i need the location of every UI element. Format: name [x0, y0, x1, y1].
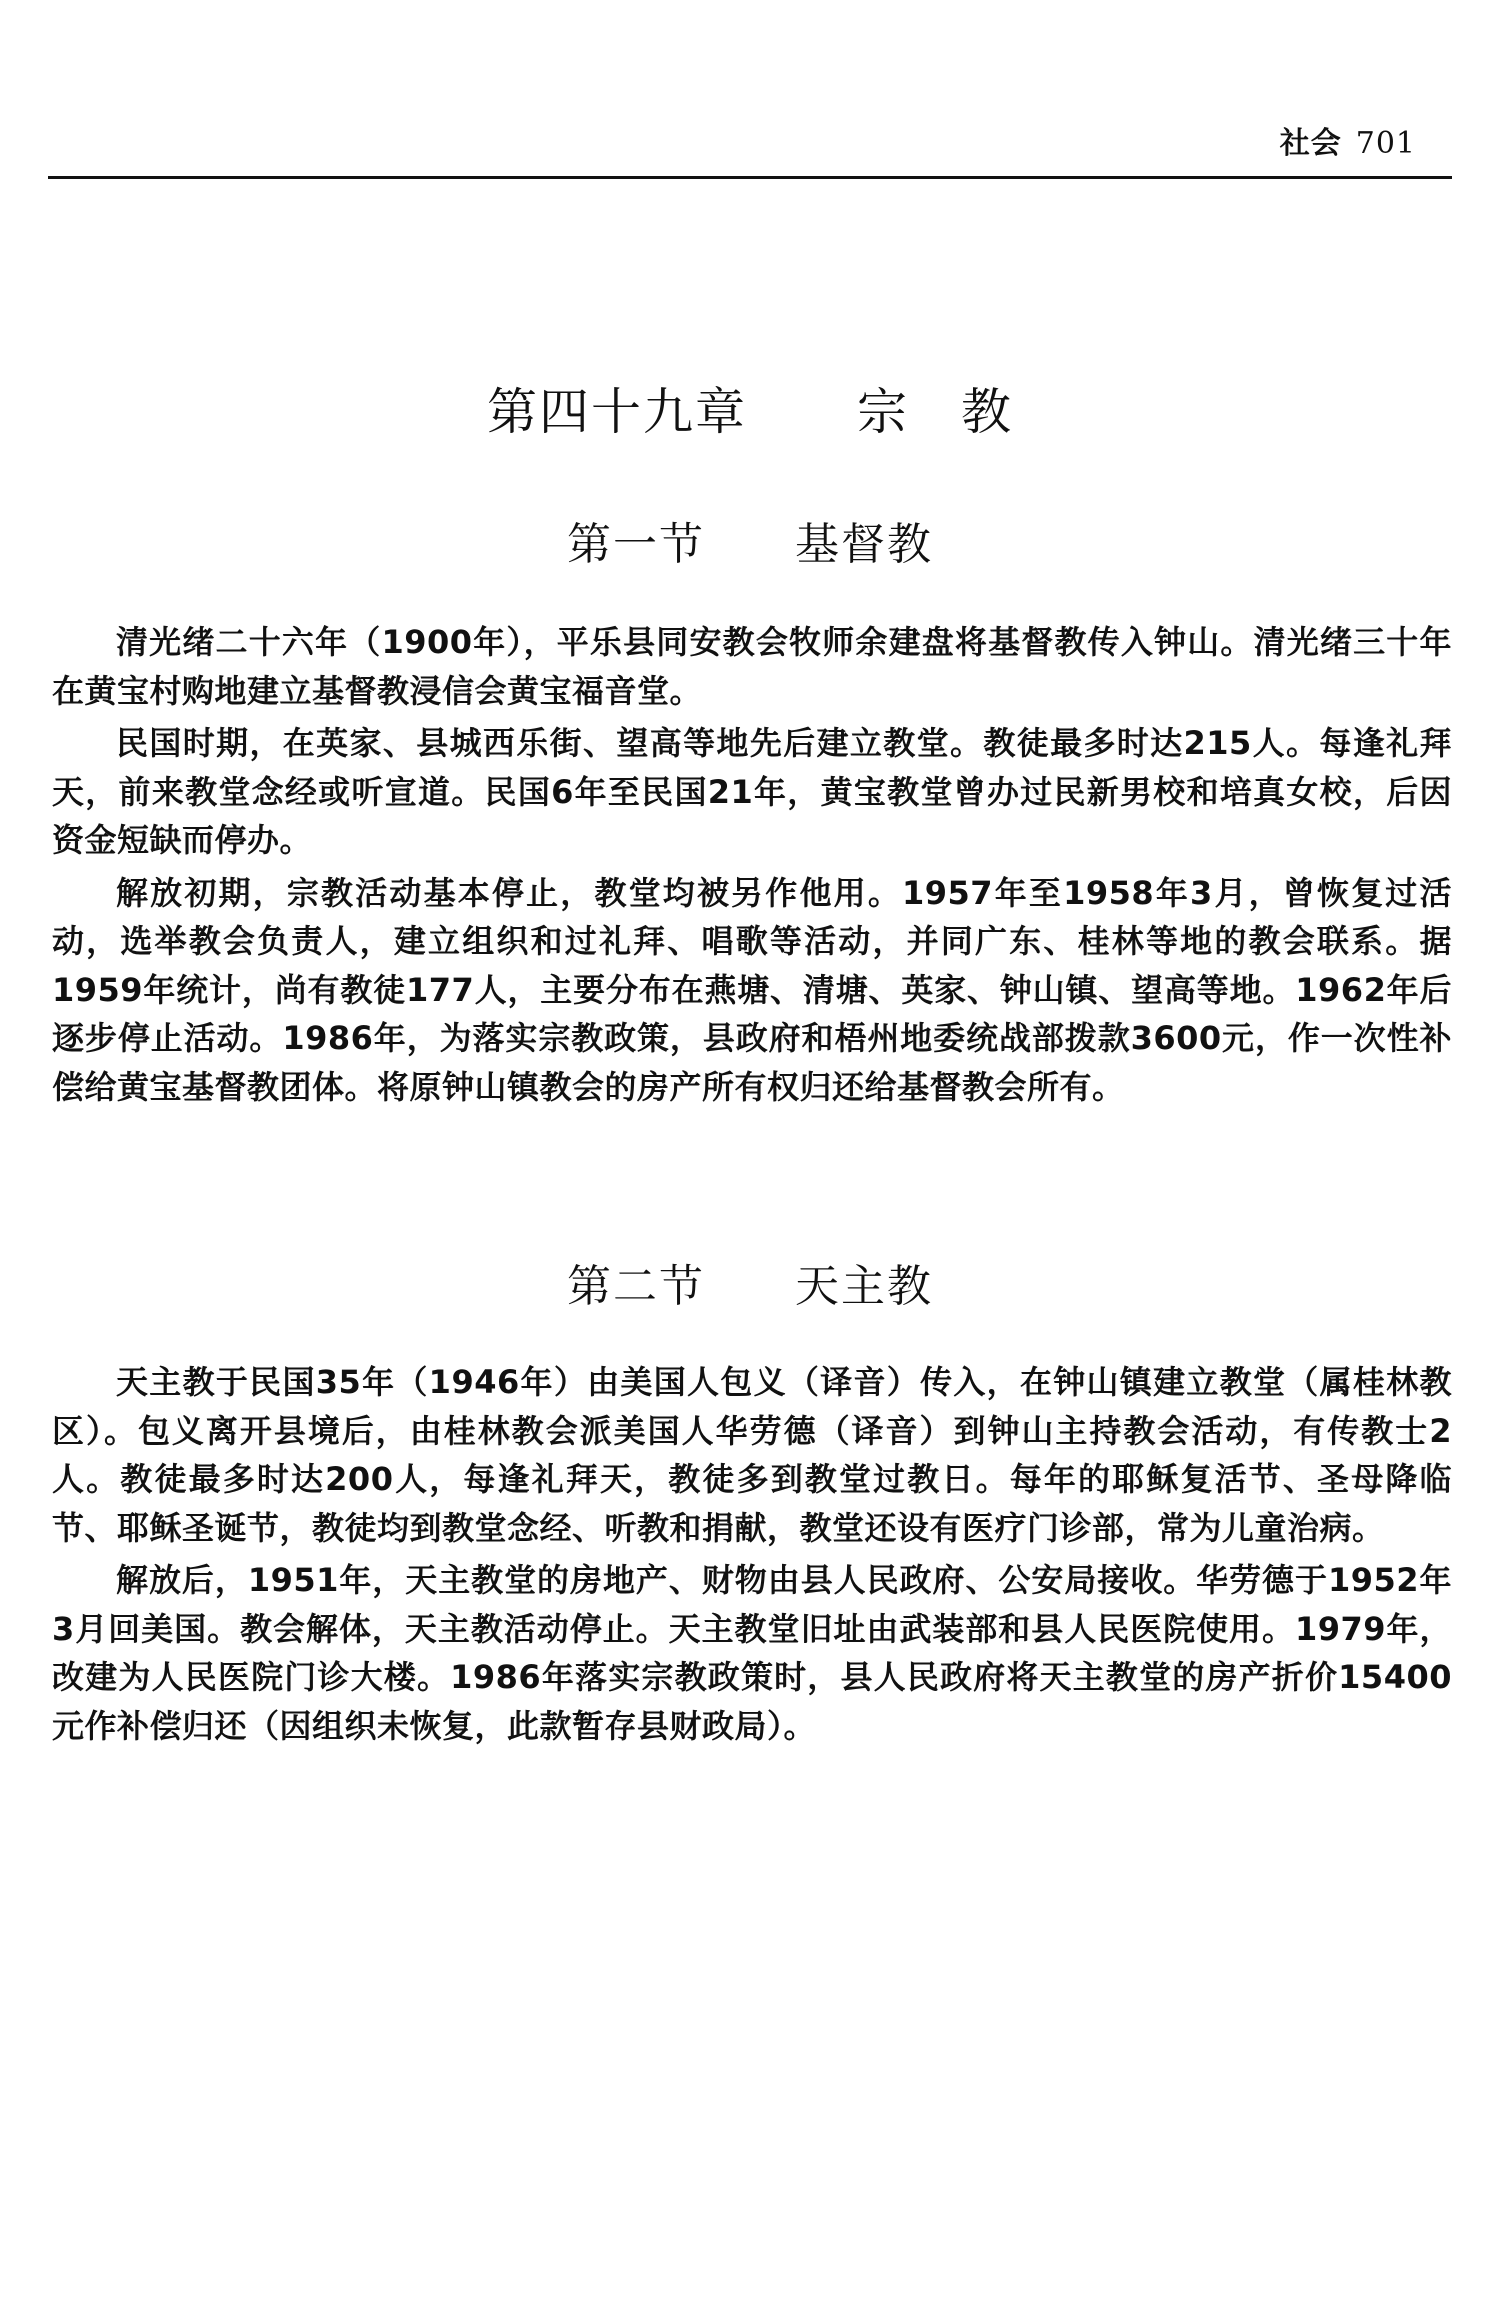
running-head-section: 社会 — [1279, 126, 1342, 161]
paragraph: 民国时期，在英家、县城西乐街、望高等地先后建立教堂。教徒最多时达215人。每逢礼拜天，前来教堂念经或听宣道。民国6年至民国21年，黄宝教堂曾办过民新男校和培真女校，后因资金短缺而停办。 — [52, 724, 1452, 859]
section-body-christianity — [52, 618, 1452, 1115]
paragraph: 清光绪二十六年（1900年），平乐县同安教会牧师余建盘将基督教传入钟山。清光绪三十年在黄宝村购地建立基督教浸信会黄宝福音堂。 — [52, 623, 1452, 710]
section-number: 第一节 — [567, 519, 705, 570]
section-name: 基督教 — [795, 519, 933, 570]
chapter-number: 第四十九章 — [487, 383, 747, 441]
paragraph: 解放初期，宗教活动基本停止，教堂均被另作他用。1957年至1958年3月，曾恢复过活动，选举教会负责人，建立组织和过礼拜、唱歌等活动，并同广东、桂林等地的教会联系。据1959年统计，尚有教徒177人，主要分布在燕塘、清塘、英家、钟山镇、望高等地。1962年后逐步停止活动。1986年，为落实宗教政策，县政府和梧州地委统战部拨款3600元，作一次性补偿给黄宝基督教团体。将原钟山镇教会的房产所有权归还给基督教会所有。 — [52, 873, 1452, 1106]
section-name: 天主教 — [795, 1261, 933, 1312]
paragraph: 解放后，1951年，天主教堂的房地产、财物由县人民政府、公安局接收。华劳德于1952年3月回美国。教会解体，天主教活动停止。天主教堂旧址由武装部和县人民医院使用。1979年，改建为人民医院门诊大楼。1986年落实宗教政策时，县人民政府将天主教堂的房产折价15400元作补偿归还（因组织未恢复，此款暂存县财政局）。 — [52, 1561, 1452, 1745]
paragraph: 天主教于民国35年（1946年）由美国人包义（译音）传入，在钟山镇建立教堂（属桂林教区）。包义离开县境后，由桂林教会派美国人华劳德（译音）到钟山主持教会活动，有传教士2人。教徒最多时达200人，每逢礼拜天，教徒多到教堂过教日。每年的耶稣复活节、圣母降临节、耶稣圣诞节，教徒均到教堂念经、听教和捐献，教堂还设有医疗门诊部，常为儿童治病。 — [52, 1363, 1452, 1547]
running-head — [1280, 118, 1416, 162]
chapter-name: 宗 教 — [857, 383, 1013, 441]
page-number: 701 — [1355, 126, 1416, 161]
section-title-catholicism — [0, 1250, 1500, 1314]
section-title-christianity — [0, 508, 1500, 572]
header-rule — [48, 176, 1452, 179]
section-number: 第二节 — [567, 1261, 705, 1312]
section-body-catholicism — [52, 1358, 1452, 1754]
chapter-title — [0, 372, 1500, 444]
